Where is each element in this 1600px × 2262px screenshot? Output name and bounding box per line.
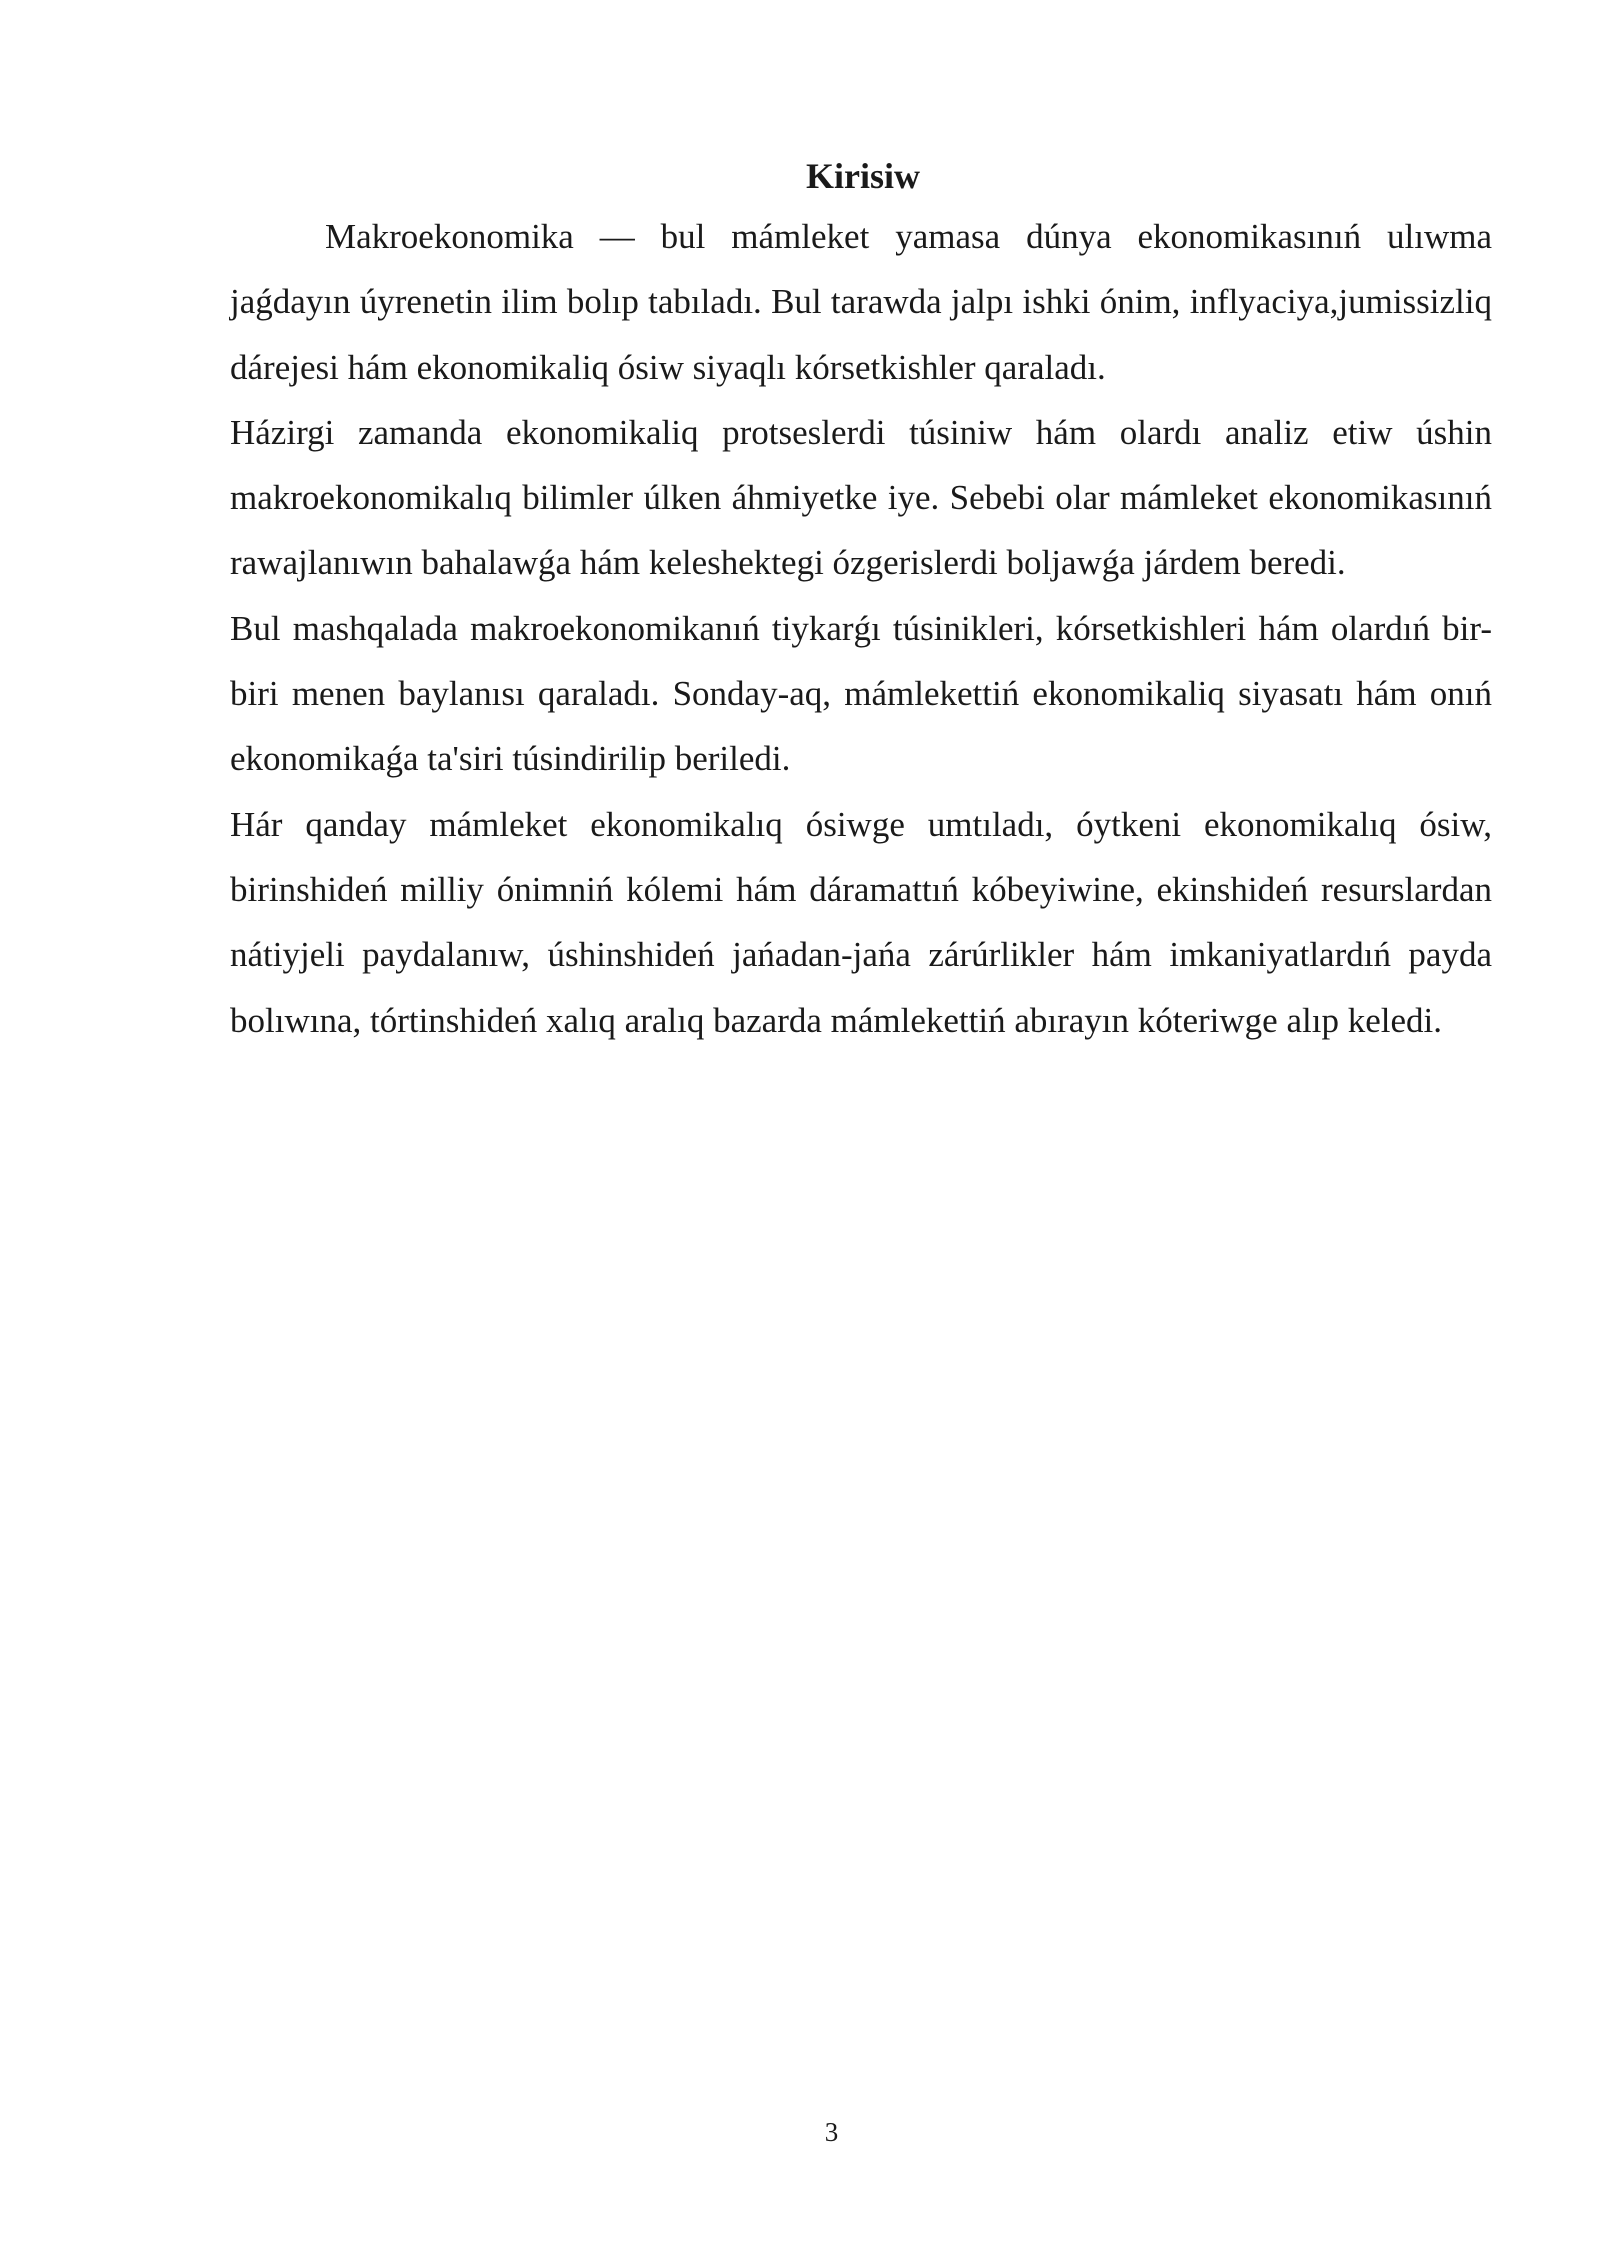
paragraph-scope: Bul mashqalada makroekonomikanıń tiykarǵı túsinikleri, kórsetkishleri hám olardıń bir-biri menen baylanısı qaraladı. Sonday-aq, mámlekettiń ekonomikaliq siyasatı hám onıń ekonomikaǵa ta'siri túsindirilip beriledi. (230, 608, 1492, 779)
section-title: Kirisiw (806, 156, 920, 196)
document-body (230, 148, 1492, 1053)
paragraph-intro: Makroekonomika — bul mámleket yamasa dúnya ekonomikasınıń ulıwma jaǵdayın úyrenetin ilim bolıp tabıladı. Bul tarawda jalpı ishki ónim, inflyaciya,jumissizliq dárejesi hám ekonomikaliq ósiw siyaqlı kórsetkishler qaraladı. (230, 217, 1492, 387)
paragraph-growth: Hár qanday mámleket ekonomikalıq ósiwge umtıladı, óytkeni ekonomikalıq ósiw, birinshideń milliy ónimniń kólemi hám dáramattıń kóbeyiwine, ekinshideń resurslardan nátiyjeli paydalanıw, úshinshideń jańadan-jańa zárúrlikler hám imkaniyatlardıń payda bolıwına, tórtinshideń xalıq aralıq bazarda mámlekettiń abırayın kóteriwge alıp keledi. (230, 804, 1492, 1040)
page-number: 3 (824, 2117, 839, 2147)
paragraph-importance: Házirgi zamanda ekonomikaliq protseslerdi túsiniw hám olardı analiz etiw úshin makroekonomikalıq bilimler úlken áhmiyetke iye. Sebebi olar mámleket ekonomikasınıń rawajlanıwın bahalawǵa hám keleshektegi ózgerislerdi boljawǵa járdem beredi. (230, 412, 1492, 583)
